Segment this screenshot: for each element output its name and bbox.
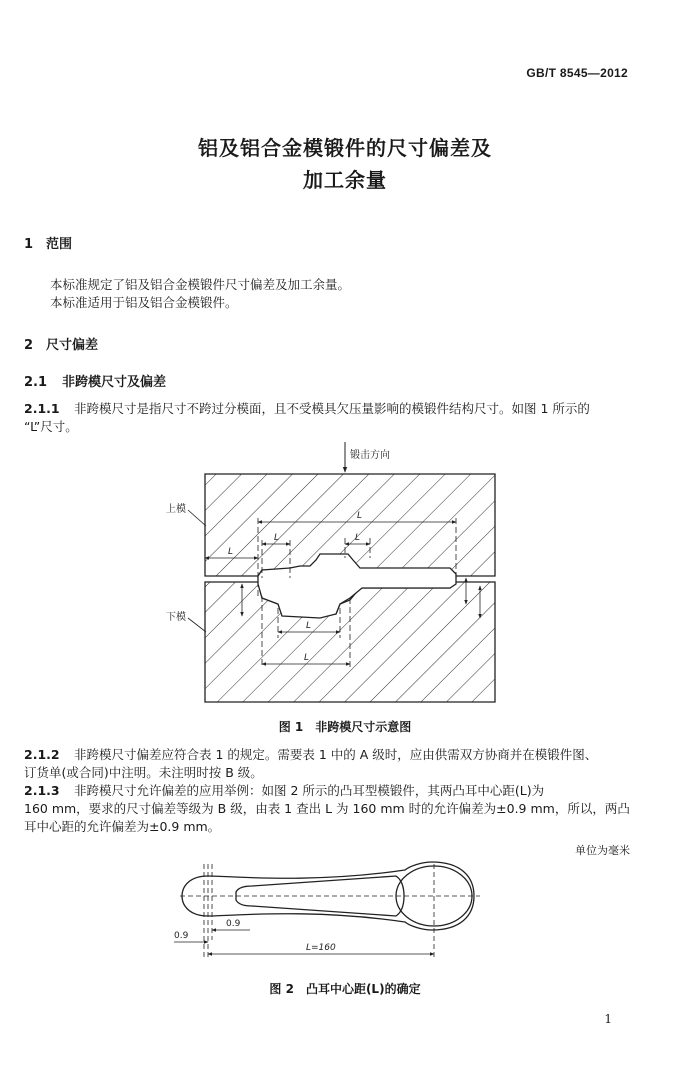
figure-1-caption: 图 1 非跨模尺寸示意图 [278, 720, 412, 734]
clause-number: 2.1.2 [24, 747, 60, 762]
section-1-paragraph-1: 本标准规定了铝及铝合金模锻件尺寸偏差及加工余量。 [50, 277, 351, 292]
dim-label-L: L [228, 547, 234, 557]
section-title: 非跨模尺寸及偏差 [62, 375, 167, 390]
clause-text-line1: 非跨模尺寸允许偏差的应用举例：如图 2 所示的凸耳型模锻件，其两凸耳中心距(L)为 [74, 783, 545, 798]
standard-code: GB/T 8545—2012 [526, 66, 628, 80]
clause-text-line1: 非跨模尺寸是指尺寸不跨过分模面，且不受模具欠压量影响的模锻件结构尺寸。如图 1 所示的 [74, 401, 590, 416]
document-title-line1: 铝及铝合金模锻件的尺寸偏差及 [198, 136, 492, 160]
clause-text-line1: 非跨模尺寸偏差应符合表 1 的规定。需要表 1 中的 A 级时，应由供需双方协商并在模锻件图、 [74, 747, 598, 762]
section-1-paragraph-2: 本标准适用于铝及铝合金模锻件。 [50, 295, 238, 310]
units-note: 单位为毫米 [575, 844, 630, 857]
dim-label-length: L=160 [306, 943, 336, 953]
forging-direction-label: 锻击方向 [350, 450, 390, 461]
clause-2-1-3 [24, 782, 654, 800]
section-number: 1 [24, 237, 34, 252]
dim-label-left-0-9: 0.9 [174, 931, 189, 941]
section-2-heading [24, 334, 98, 353]
page-number: 1 [604, 1012, 612, 1026]
section-number: 2 [24, 338, 34, 353]
lower-die-leader [188, 618, 206, 632]
clause-number: 2.1.3 [24, 783, 60, 798]
clause-2-1-2 [24, 746, 654, 764]
clause-2-1-1-line2: “L”尺寸。 [24, 419, 78, 434]
dim-label-L: L [274, 533, 280, 543]
figure-2-diagram [160, 860, 500, 970]
dim-label-right-0-9: 0.9 [226, 919, 241, 929]
dim-label-L: L [306, 621, 312, 631]
dim-label-L: L [357, 511, 363, 521]
lower-die-label: 下模 [166, 612, 186, 623]
document-title-line2: 加工余量 [303, 168, 387, 192]
section-1-heading [24, 233, 72, 252]
section-2-1-heading [24, 371, 166, 390]
section-number: 2.1 [24, 375, 48, 390]
section-title: 尺寸偏差 [46, 338, 99, 353]
figure-2-caption: 图 2 凸耳中心距(L)的确定 [269, 982, 421, 996]
clause-2-1-3-line2: 160 mm，要求的尺寸偏差等级为 B 级，由表 1 查出 L 为 160 mm 时的允许偏差为±0.9 mm，所以，两凸 [24, 801, 630, 816]
upper-die-leader [188, 510, 206, 526]
clause-2-1-1 [24, 400, 644, 418]
section-title: 范围 [46, 237, 73, 252]
clause-2-1-3-line3: 耳中心距的允许偏差为±0.9 mm。 [24, 819, 221, 834]
clause-2-1-2-line2: 订货单(或合同)中注明。未注明时按 B 级。 [24, 765, 263, 780]
figure-1-diagram [150, 438, 510, 710]
dim-label-L: L [304, 653, 310, 663]
upper-die-label: 上模 [166, 504, 186, 515]
dim-label-L: L [355, 533, 361, 543]
clause-number: 2.1.1 [24, 401, 60, 416]
